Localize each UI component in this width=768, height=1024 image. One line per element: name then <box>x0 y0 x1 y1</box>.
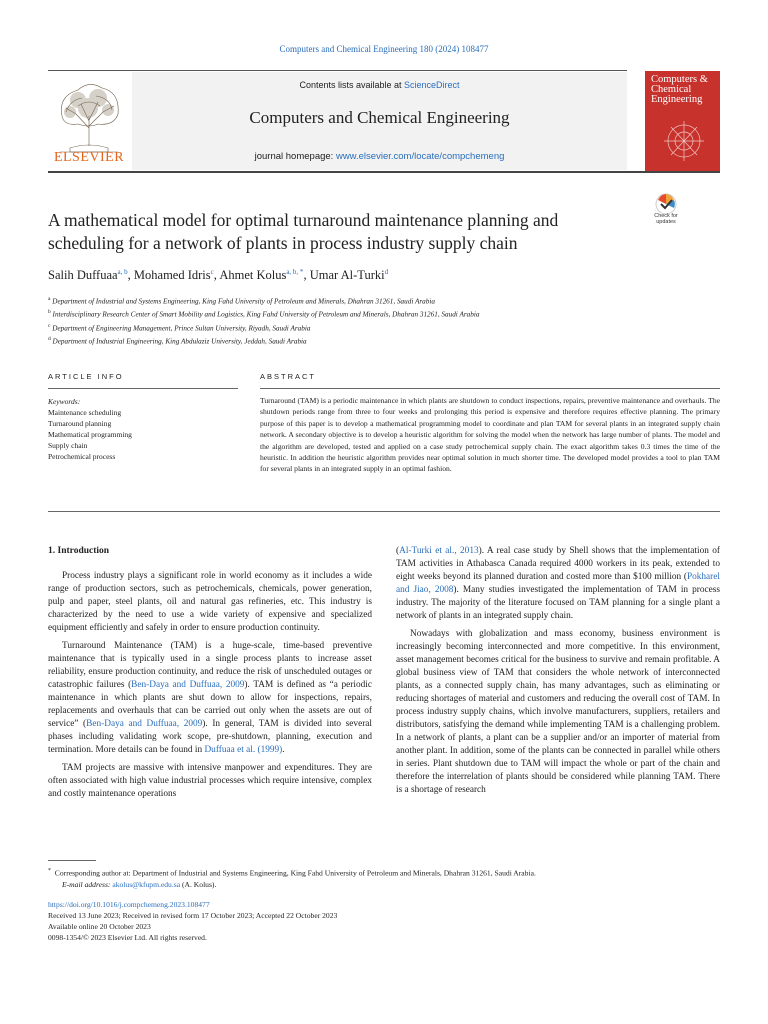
elsevier-wordmark: ELSEVIER <box>53 150 125 165</box>
homepage-link[interactable]: www.elsevier.com/locate/compchemeng <box>335 151 505 162</box>
author-name[interactable]: Salih Duffuaa <box>48 268 118 283</box>
author-name[interactable]: Umar Al-Turki <box>309 268 385 283</box>
email-line <box>48 879 720 890</box>
text-segment: ). TAM is defined as “a periodic maintenance in which plants are shut down to allow for inspections, repairs, replacements and overhauls that can be carried out only when the assets are out of service” ( <box>48 680 372 729</box>
journal-cover[interactable] <box>645 71 720 171</box>
abstract-rule <box>260 388 720 389</box>
contents-prefix: Contents lists available at <box>299 80 405 90</box>
email-label: E-mail address: <box>62 879 113 889</box>
article-info-heading: ARTICLE INFO <box>48 372 124 381</box>
keywords-label: Keywords: <box>48 397 81 406</box>
affiliation-text: Interdisciplinary Research Center of Smart Mobility and Logistics, King Fahd University of Petroleum and Minerals, Dhahran 31261, Saudi Arabia <box>50 310 480 319</box>
introduction-heading: 1. Introduction <box>48 546 110 556</box>
column-left <box>48 570 372 806</box>
homepage-label: journal homepage: <box>254 151 336 162</box>
text-segment: ). In general, TAM is divided into several phases including validating work scope, pre-shutdown, planning, execution and termination. More details can be found in <box>48 719 372 755</box>
article-metadata <box>48 899 720 943</box>
abstract-text: Turnaround (TAM) is a periodic maintenance in which plants are shutdown to conduct inspections, repairs, preventive maintenance and overhauls. The shutdown periods range from three to four weeks and prolonging this period is expensive and therefore requires effective planning. The primary purpose of this paper is to develop a mathematical programming model to coordinate and plan TAM for several plants in an integrated supply chain network. A secondary objective is to develop a heuristic algorithm for solving the model when the network has large number of plants. The model and the algorithm are developed, tested and applied on a case study petrochemical supply chain. The exact algorithm takes 0.3 times the time of the heuristic. In addition the heuristic algorithm provides near optimal solution in much shorter time. The developed model provides a tool to plan TAM for several plants in an integrated supply in an optimal fashion. <box>260 396 720 474</box>
doi-link[interactable]: https://doi.org/10.1016/j.compchemeng.2023.108477 <box>48 900 210 909</box>
author-affiliation-marker[interactable]: a, b <box>117 268 128 276</box>
abstract-heading: ABSTRACT <box>260 372 317 381</box>
column-right <box>396 545 720 802</box>
footnote <box>48 866 720 890</box>
affiliation-line <box>48 307 728 320</box>
intro-paragraph-4: Nowadays with globalization and mass economy, business environment is increasingly becoming interconnected and more competitive. In this environment, asset management becomes critical for the business to survive and remain profitable. A global business view of TAM that considers the whole network of interconnected plants, as a connected supply chain, has many advantages, such as eliminating or reducing shortages of material and customers and reducing the overall cost of TAM. In process industry supply chains, which involve manufacturers, suppliers, retailers and distributors, satisfying the demand while implementing TAM is a challenging problem. In a network of plants, a plant can be a supplier and/or an importer of material from another plant. In addition, some of the plants can be connected in parallel while others in series. Plant shutdown due to TAM will impact the whole or part of the chain and therefore the interrelation of plants should be considered while planning TAM. There is a shortage of research <box>396 629 720 795</box>
keywords-block <box>48 396 238 462</box>
author-affiliation-marker[interactable]: c <box>210 268 214 276</box>
intro-paragraph-2 <box>48 640 372 757</box>
contents-available <box>132 80 627 90</box>
affiliation-text: Department of Industrial Engineering, King Abdulaziz University, Jeddah, Saudi Arabia <box>50 337 307 346</box>
affiliation-marker: d <box>48 336 51 343</box>
citation-link[interactable]: Ben-Daya and Duffuaa, 2009 <box>86 719 203 729</box>
email-link[interactable]: akolus@kfupm.edu.sa <box>112 879 181 889</box>
copyright: 0098-1354/© 2023 Elsevier Ltd. All rights reserved. <box>48 933 207 942</box>
text-segment: . <box>282 745 285 755</box>
author-name[interactable]: Ahmet Kolus <box>219 268 287 283</box>
author-name[interactable]: Mohamed Idris <box>133 268 211 283</box>
abstract-bottom-rule <box>48 511 720 512</box>
keyword: Supply chain <box>48 441 88 450</box>
keyword: Petrochemical process <box>48 452 116 461</box>
journal-reference[interactable]: Computers and Chemical Engineering 180 (2024) 108477 <box>279 44 489 54</box>
email-suffix: (A. Kolus). <box>180 879 217 889</box>
text-segment: ). A real case study by Shell shows that the implementation of TAM activities in Athabasca Canada required 4000 workers in its peak, extended to eight weeks beyond its planned duration and costed more than $100 million ( <box>396 546 720 582</box>
text-segment: ). Many studies investigated the implementation of TAM in process industry. The majority of the literature focused on TAM planning for a single plant a network of plants in an integrated supply chain. <box>396 585 721 621</box>
available-online: Available online 20 October 2023 <box>48 922 151 931</box>
footnote-rule <box>48 860 96 861</box>
citation-link[interactable]: Pokharel and Jiao, 2008 <box>396 572 720 595</box>
sciencedirect-link[interactable]: ScienceDirect <box>404 80 460 90</box>
intro-paragraph-1: Process industry plays a significant role in world economy as it includes a wide range of production sectors, such as petrochemicals, chemicals, power generation, pulp and paper, steel plants, oil and natural gas refineries, etc. This industry is characterized by the need to use a wide variety of expensive and specialized equipment efficiently and safely in order to ensure production continuity. <box>48 571 372 633</box>
keyword: Maintenance scheduling <box>48 408 122 417</box>
corresponding-author-note: * Corresponding author at: Department of Industrial and Systems Engineering, King Fahd University of Petroleum and Minerals, Dhahran 31261, Saudi Arabia. <box>48 868 536 878</box>
citation-link[interactable]: Ben-Daya and Duffuaa, 2009 <box>131 680 245 690</box>
journal-homepage <box>132 151 627 162</box>
affiliation-line <box>48 294 728 307</box>
affiliation-line <box>48 334 728 347</box>
article-title: A mathematical model for optimal turnaround maintenance planning and scheduling for a network of plants in process industry supply chain <box>48 210 559 253</box>
cover-title: Computers & Chemical Engineering <box>651 74 708 105</box>
cover-graphic-icon <box>659 119 709 164</box>
article-info-rule <box>48 388 238 389</box>
author-affiliation-marker[interactable]: a, b, * <box>286 268 304 276</box>
author-affiliation-marker[interactable]: d <box>384 268 389 276</box>
affiliation-marker: b <box>48 309 51 316</box>
text-segment: Turnaround Maintenance (TAM) is a huge-scale, time-based preventive maintenance that is typically used in a single process plants to increase asset reliability, ensure production continuity, and reduce the risk of unscheduled outages or catastrophic failures ( <box>48 641 372 690</box>
journal-title: Computers and Chemical Engineering <box>249 108 510 127</box>
affiliation-marker: a <box>48 296 51 302</box>
keyword: Mathematical programming <box>48 430 132 439</box>
intro-paragraph-3-cont: (Al-Turki et al., 2013). A real case study by Shell shows that the implementation of TAM activities in Athabasca Canada required 4000 workers in its peak, extended to eight weeks beyond its planned duration and costed more than $100 million (Pokharel and Jiao, 2008). Many studies investigated the implementation of TAM in process industry. The majority of the literature focused on TAM planning for a single plant a network of plants in an integrated supply chain. <box>396 546 721 621</box>
intro-paragraph-3: TAM projects are massive with intensive manpower and expenditures. They are often associated with high value industrial processes which require intensive, complex and costly maintenance operations <box>48 763 372 799</box>
check-for-updates-label[interactable]: Check for updates <box>654 213 678 225</box>
affiliations <box>48 294 728 348</box>
author-separator: , <box>303 268 310 283</box>
citation-link[interactable]: Duffuaa et al. (1999) <box>204 745 283 755</box>
header-bottom-rule <box>48 171 720 173</box>
author-separator: , <box>127 268 134 283</box>
affiliation-text: Department of Industrial and Systems Engineering, King Fahd University of Petroleum and Minerals, Dhahran 31261, Saudi Arabia <box>50 297 435 306</box>
author-separator: , <box>213 268 220 283</box>
affiliation-marker: c <box>48 322 51 329</box>
affiliation-text: Department of Engineering Management, Prince Sultan University, Riyadh, Saudi Arabia <box>50 324 311 333</box>
header-top-rule <box>48 70 627 71</box>
citation-link[interactable]: Al-Turki et al., 2013 <box>399 546 479 556</box>
author-list <box>48 268 668 283</box>
corresponding-text: Corresponding author at: Department of Industrial and Systems Engineering, King Fahd University of Petroleum and Minerals, Dhahran 31261, Saudi Arabia. <box>54 868 536 878</box>
affiliation-line <box>48 321 728 334</box>
keyword: Turnaround planning <box>48 419 112 428</box>
received-dates: Received 13 June 2023; Received in revised form 17 October 2023; Accepted 22 October 2023 <box>48 911 338 920</box>
